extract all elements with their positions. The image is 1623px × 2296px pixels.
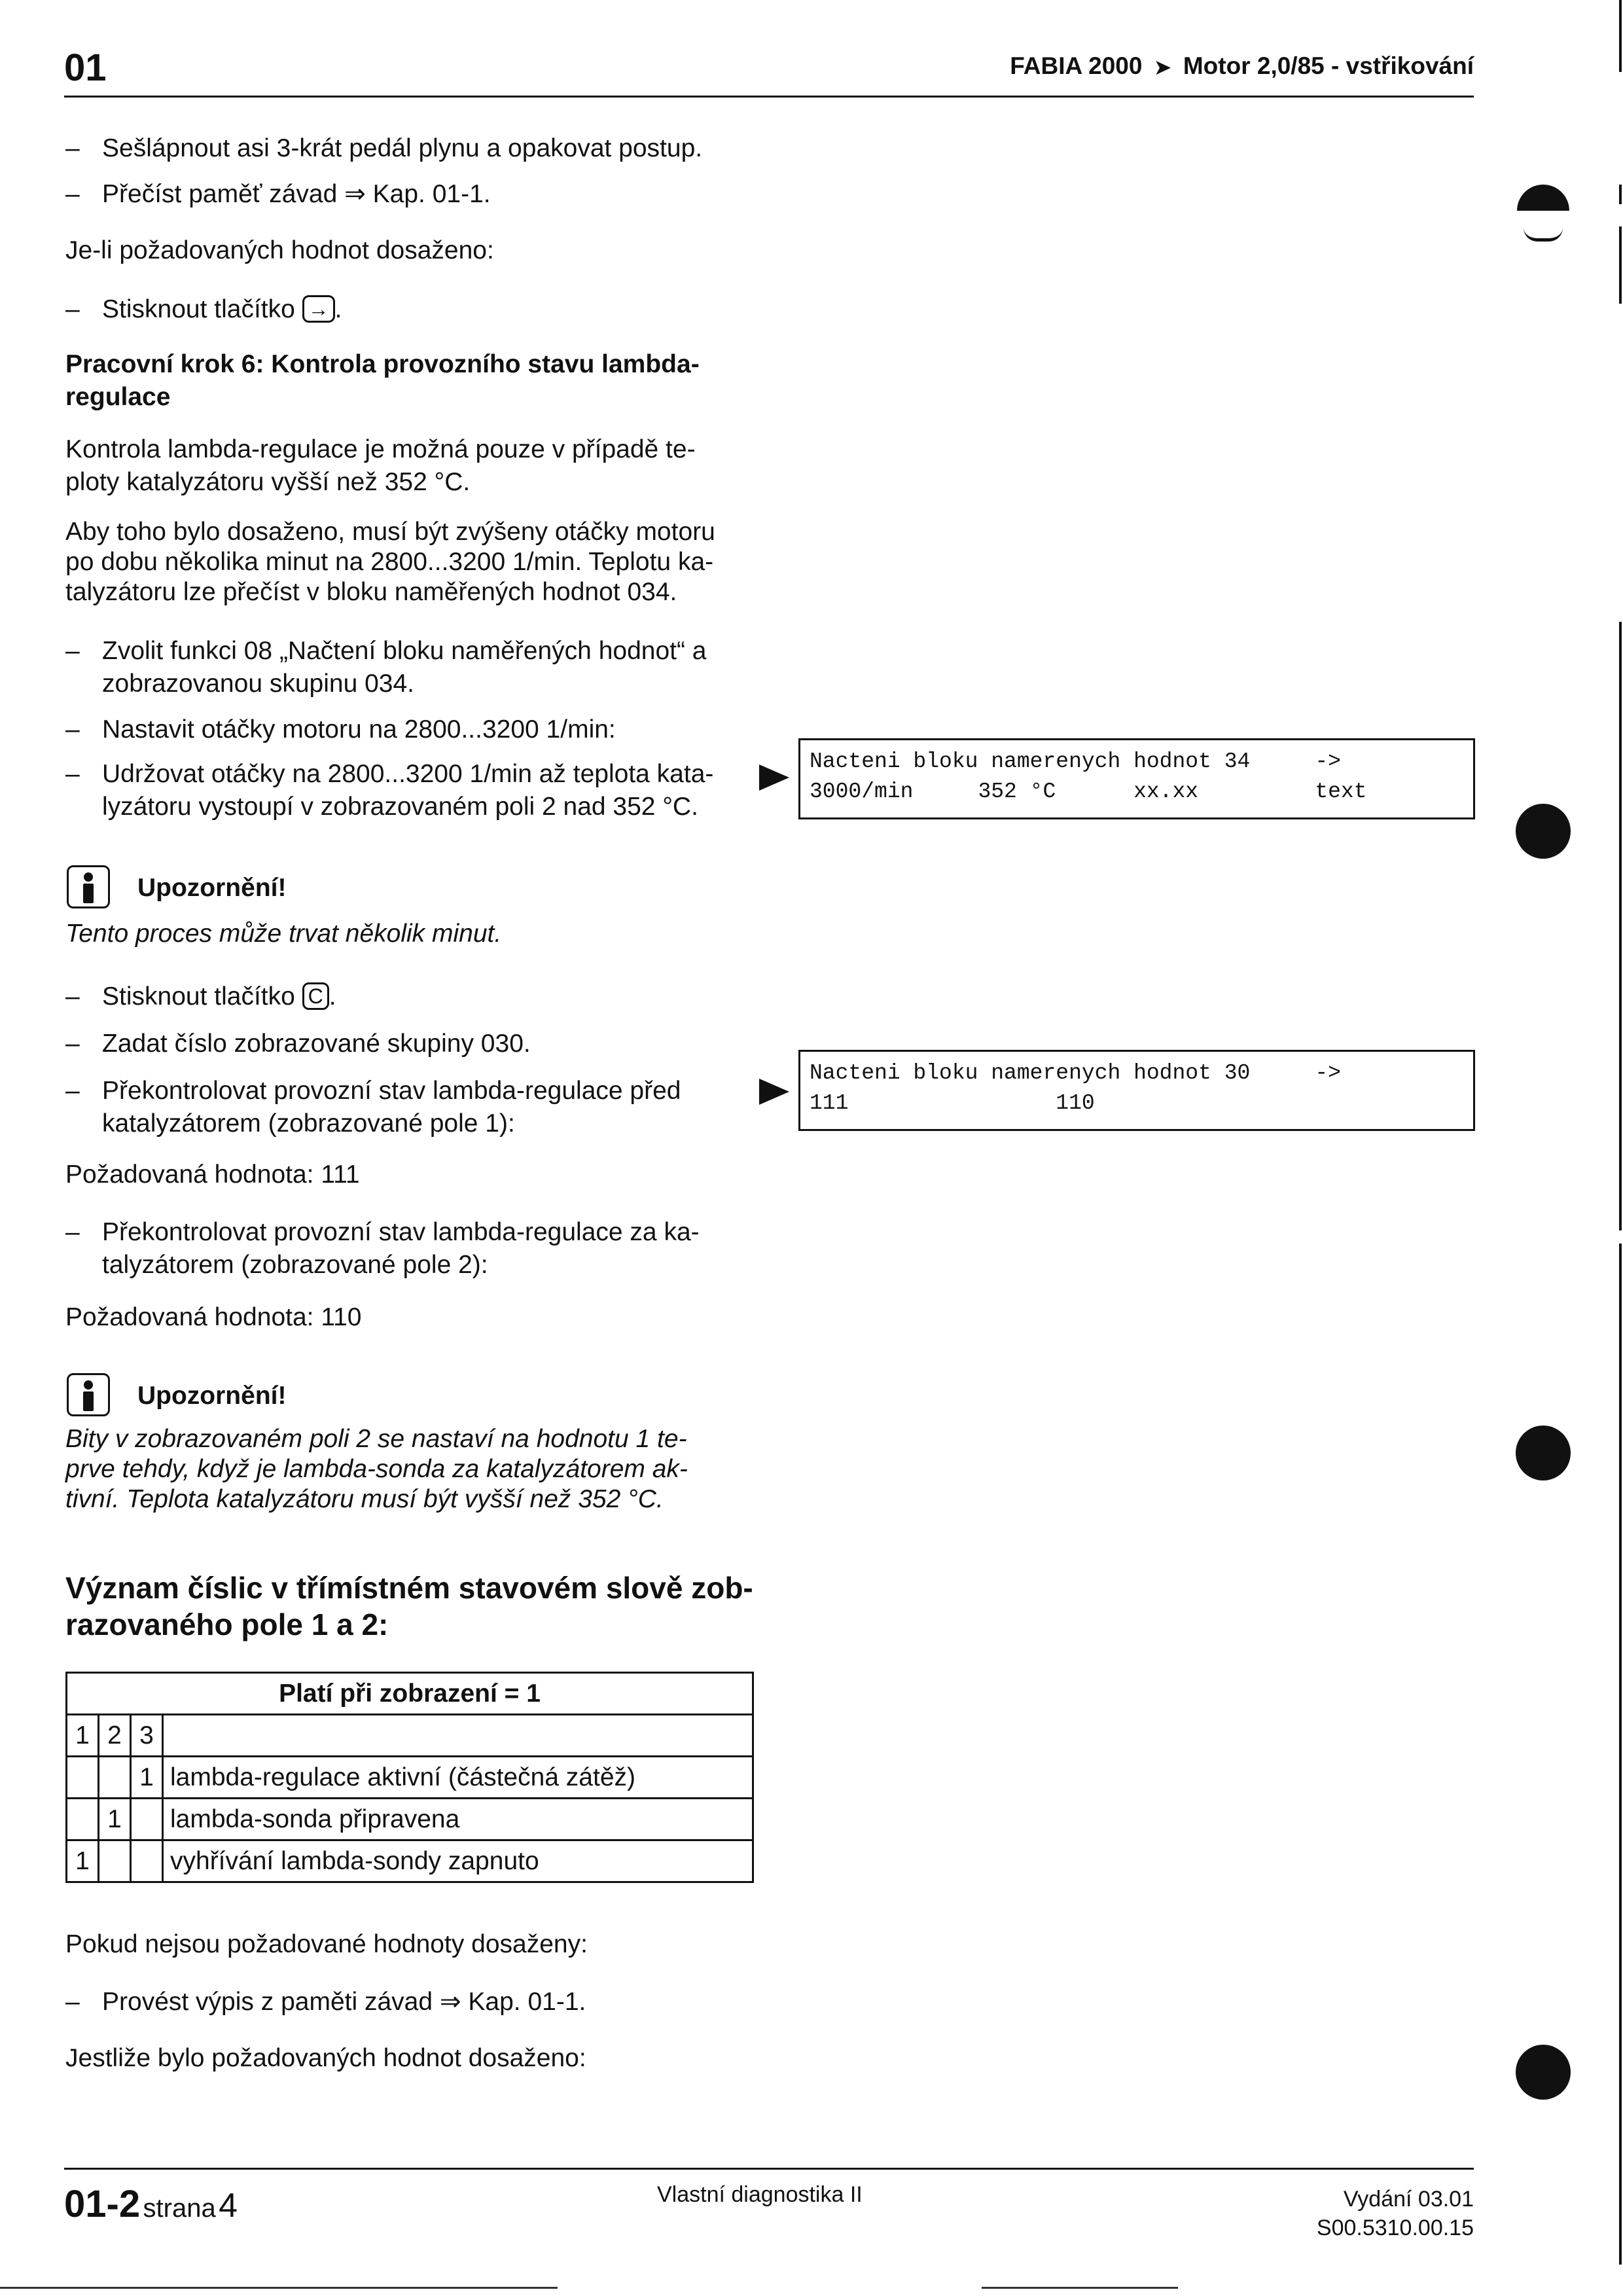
header-vehicle: FABIA 2000: [1010, 52, 1143, 79]
margin-line: [1619, 0, 1622, 72]
table-header-row: Platí při zobrazení = 1: [67, 1673, 753, 1715]
tester-display: Nacteni bloku namerenych hodnot 34 -> 3000/min 352 °C xx.xx text: [798, 738, 1475, 819]
bottom-edge-line: [982, 2287, 1178, 2289]
margin-line: [1619, 622, 1622, 1230]
info-icon: [67, 865, 110, 908]
pointer-arrow-icon: [759, 764, 789, 791]
paragraph: Kontrola lambda-regulace je možná pouze v případě te- ploty katalyzátoru vyšší než 352 °C.: [65, 435, 696, 496]
paragraph: Pokud nejsou požadované hodnoty dosaženy:: [65, 1930, 588, 1958]
step-title: Pracovní krok 6: Kontrola provozního stavu lambda- regulace: [65, 350, 700, 411]
arrow-key-icon: →: [302, 295, 335, 323]
margin-line: [1619, 226, 1622, 304]
bottom-edge-line: [0, 2287, 558, 2289]
page-number: 01-2 strana 4: [64, 2183, 238, 2225]
margin-line: [1619, 185, 1622, 204]
info-icon: [67, 1373, 110, 1416]
note-text: Bity v zobrazovaném poli 2 se nastaví na hodnotu 1 te- prve tehdy, když je lambda-sonda za katalyzátorem ak- tivní. Teplota katalyzátoru musí být vyšší než 352 °C.: [65, 1425, 688, 1513]
paragraph: Jestliže bylo požadovaných hodnot dosaženo:: [65, 2044, 586, 2072]
tester-display: Nacteni bloku namerenych hodnot 30 -> 111 110: [798, 1050, 1475, 1131]
margin-dot-icon: [1516, 804, 1571, 859]
note-title: Upozornění!: [137, 874, 287, 902]
table-column-row: 1 2 3: [67, 1715, 753, 1757]
half-circle-mark-icon: [1517, 185, 1569, 211]
section-heading: Význam číslic v třímístném stavovém slově zob- razovaného pole 1 a 2:: [65, 1571, 753, 1641]
header-title: [1010, 52, 1474, 80]
note-title: Upozornění!: [137, 1382, 287, 1410]
status-bits-table: [65, 1672, 754, 1883]
required-value: Požadovaná hodnota: 111: [65, 1160, 360, 1189]
margin-dot-icon: [1516, 2045, 1571, 2100]
half-circle-mark-icon: [1524, 228, 1563, 242]
pointer-arrow-icon: [759, 1079, 789, 1105]
section-number: 01: [64, 46, 107, 89]
table-row: 1 vyhřívání lambda-sondy zapnuto: [67, 1840, 753, 1882]
table-row: 1 lambda-sonda připravena: [67, 1799, 753, 1840]
note-text: Tento proces může trvat několik minut.: [65, 920, 502, 948]
paragraph: Je-li požadovaných hodnot dosaženo:: [65, 236, 494, 264]
header-arrow-icon: ➤: [1149, 57, 1177, 79]
footer-edition: Vydání 03.01 S00.5310.00.15: [1316, 2187, 1474, 2240]
margin-line: [1619, 1244, 1622, 2265]
required-value: Požadovaná hodnota: 110: [65, 1303, 362, 1331]
table-row: 1 lambda-regulace aktivní (částečná zátěž): [67, 1757, 753, 1799]
header-rule: [64, 96, 1474, 98]
footer-center: Vlastní diagnostika II: [657, 2182, 863, 2207]
paragraph: Aby toho bylo dosaženo, musí být zvýšeny otáčky motoru po dobu několika minut na 2800...3200 1/min. Teplotu ka- talyzátoru lze přečíst v bloku naměřených hodnot 034.: [65, 518, 715, 606]
margin-dot-icon: [1516, 1426, 1571, 1480]
c-key-icon: C: [302, 982, 329, 1010]
footer-rule: [64, 2168, 1474, 2170]
header-engine: Motor 2,0/85 - vstřikování: [1183, 52, 1474, 79]
